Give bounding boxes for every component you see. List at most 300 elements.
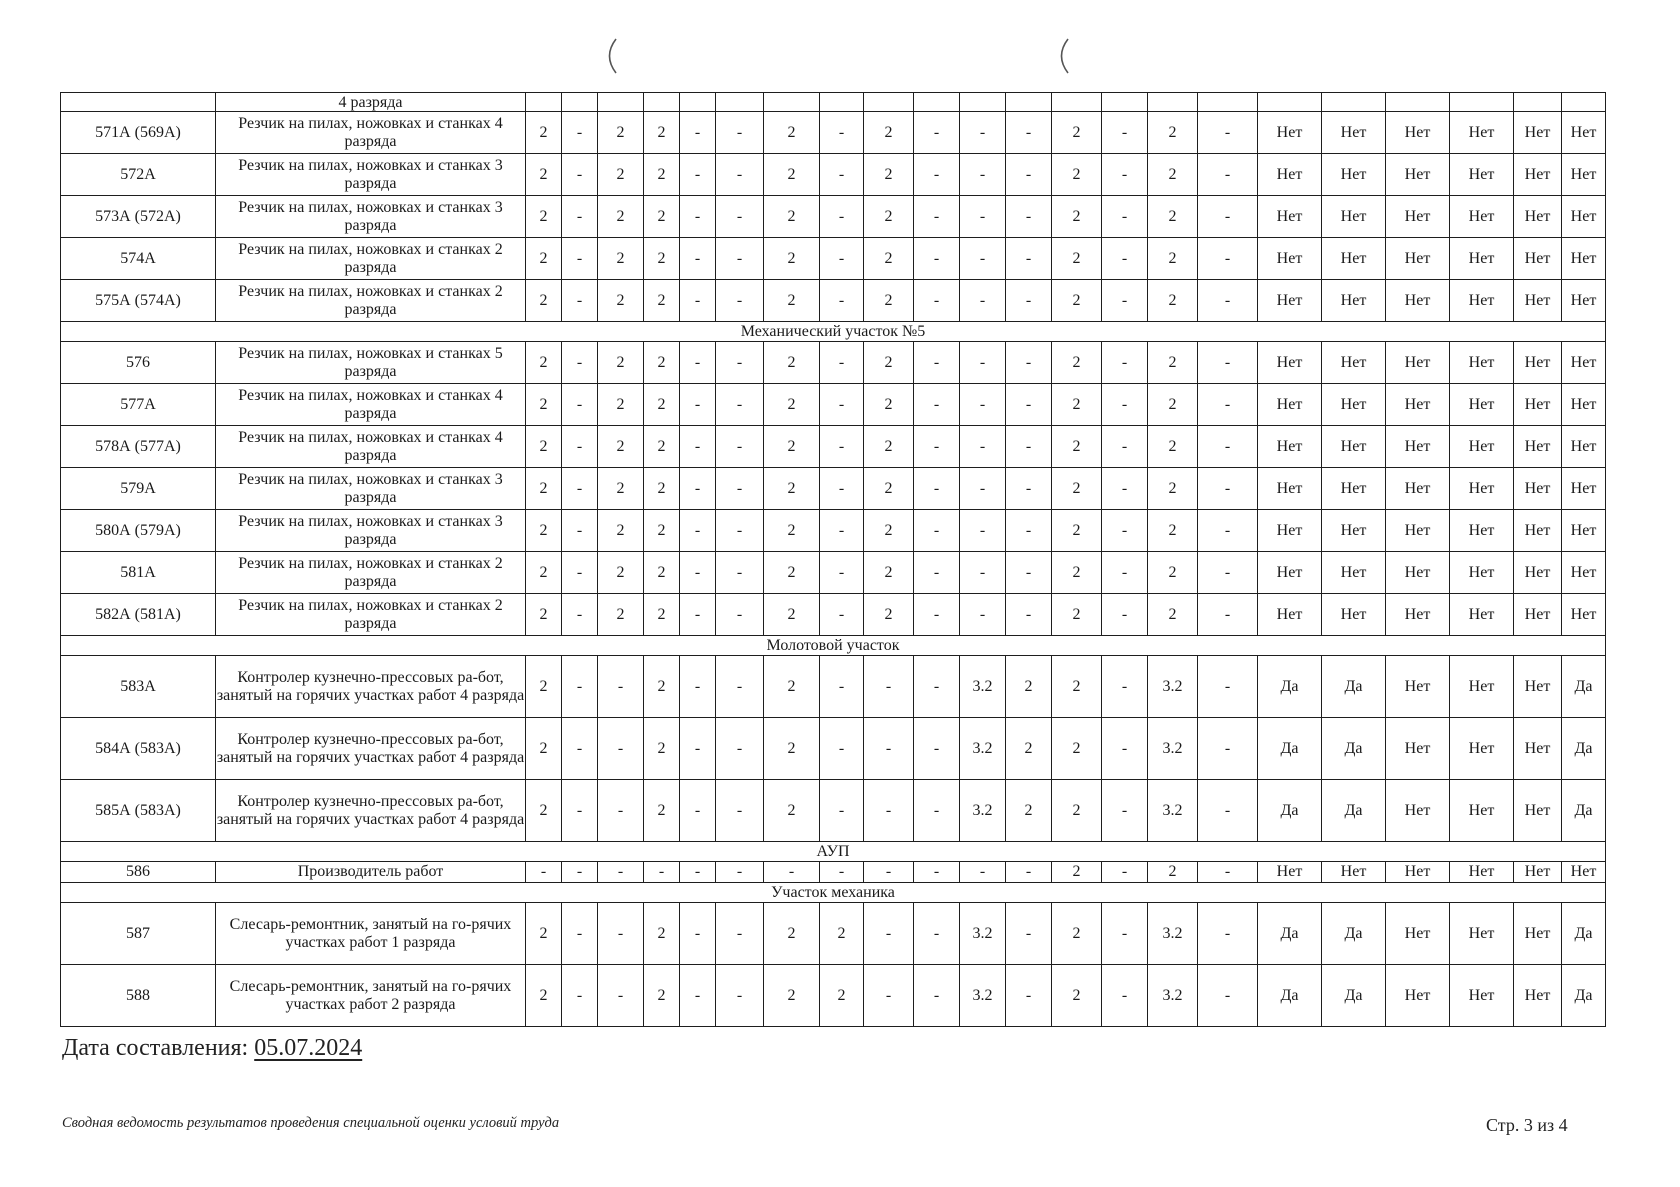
value-cell: Нет [1562,862,1606,883]
value-cell: 2 [864,342,914,384]
value-cell: - [820,510,864,552]
value-cell: - [716,384,764,426]
value-cell: - [562,594,598,636]
value-cell: 2 [1052,196,1102,238]
value-cell: - [820,280,864,322]
value-cell: - [716,112,764,154]
value-cell: - [562,862,598,883]
value-cell: Нет [1450,112,1514,154]
value-cell: Нет [1450,154,1514,196]
position-cell: Слесарь-ремонтник, занятый на го-рячих участках работ 2 разряда [216,965,526,1027]
value-cell: - [1102,196,1148,238]
value-cell: Нет [1562,510,1606,552]
value-cell: - [644,862,680,883]
value-cell: - [1102,656,1148,718]
workplace-number-cell: 583А [61,656,216,718]
value-cell: 2 [644,154,680,196]
value-cell: 2 [1052,280,1102,322]
value-cell [820,93,864,112]
value-cell: 2 [526,656,562,718]
value-cell: Нет [1322,468,1386,510]
value-cell: - [716,965,764,1027]
value-cell: 2 [1148,280,1198,322]
section-row [61,842,1606,862]
value-cell: Нет [1562,426,1606,468]
table-row [61,196,1606,238]
position-cell: Слесарь-ремонтник, занятый на го-рячих участках работ 1 разряда [216,903,526,965]
value-cell: - [562,280,598,322]
value-cell: - [1198,594,1258,636]
value-cell: Нет [1514,426,1562,468]
value-cell: Нет [1258,238,1322,280]
value-cell: Нет [1322,594,1386,636]
value-cell: 2 [820,903,864,965]
value-cell: Нет [1562,342,1606,384]
value-cell: - [1006,965,1052,1027]
value-cell: - [960,342,1006,384]
value-cell: 2 [644,426,680,468]
value-cell: 2 [764,196,820,238]
value-cell [1102,93,1148,112]
value-cell: Нет [1258,112,1322,154]
value-cell: Нет [1450,718,1514,780]
value-cell: - [1198,862,1258,883]
table-row [61,718,1606,780]
value-cell: 2 [764,780,820,842]
value-cell: - [960,154,1006,196]
value-cell: Нет [1386,196,1450,238]
value-cell: Нет [1450,280,1514,322]
value-cell: - [1006,426,1052,468]
value-cell: 2 [598,196,644,238]
value-cell: 2 [644,468,680,510]
value-cell: 2 [1148,112,1198,154]
value-cell: - [914,154,960,196]
value-cell: 2 [864,112,914,154]
value-cell: Нет [1322,552,1386,594]
value-cell: - [1006,862,1052,883]
summary-table [60,92,1606,1027]
value-cell: - [1102,780,1148,842]
value-cell: - [562,426,598,468]
value-cell: - [680,384,716,426]
value-cell: Да [1562,656,1606,718]
value-cell: 2 [598,426,644,468]
value-cell: - [1198,342,1258,384]
value-cell: - [1006,510,1052,552]
value-cell: - [820,468,864,510]
value-cell: - [1198,280,1258,322]
workplace-number-cell: 577А [61,384,216,426]
value-cell: 3.2 [1148,903,1198,965]
value-cell: Да [1258,656,1322,718]
workplace-number-cell: 579А [61,468,216,510]
workplace-number-cell: 585А (583А) [61,780,216,842]
value-cell: 2 [644,718,680,780]
table-row [61,656,1606,718]
value-cell: - [716,862,764,883]
value-cell: Нет [1386,342,1450,384]
value-cell: 3.2 [1148,718,1198,780]
value-cell: Нет [1258,552,1322,594]
value-cell: - [562,468,598,510]
value-cell: - [960,594,1006,636]
value-cell: Нет [1322,112,1386,154]
value-cell: 2 [764,552,820,594]
workplace-number-cell: 571А (569А) [61,112,216,154]
value-cell: - [1198,426,1258,468]
value-cell: 3.2 [960,965,1006,1027]
value-cell: 2 [764,384,820,426]
value-cell: - [1198,238,1258,280]
value-cell: Нет [1514,280,1562,322]
value-cell: - [960,862,1006,883]
position-cell: Производитель работ [216,862,526,883]
value-cell: Да [1322,656,1386,718]
value-cell: - [680,594,716,636]
value-cell: Нет [1514,718,1562,780]
value-cell: - [960,552,1006,594]
value-cell: 2 [644,112,680,154]
value-cell: 2 [864,510,914,552]
value-cell: 2 [526,154,562,196]
position-cell: Контролер кузнечно-прессовых ра-бот, занятый на горячих участках работ 4 разряда [216,780,526,842]
value-cell: - [864,903,914,965]
workplace-number-cell: 580А (579А) [61,510,216,552]
value-cell: - [1006,903,1052,965]
value-cell: - [680,196,716,238]
value-cell [960,93,1006,112]
value-cell: - [1006,238,1052,280]
value-cell: - [1198,510,1258,552]
value-cell: Нет [1386,426,1450,468]
section-title: Молотовой участок [61,636,1606,656]
workplace-number-cell: 573А (572А) [61,196,216,238]
value-cell: - [1102,965,1148,1027]
value-cell: - [562,196,598,238]
position-cell: Резчик на пилах, ножовках и станках 5 разряда [216,342,526,384]
value-cell: - [680,656,716,718]
value-cell: - [716,718,764,780]
value-cell: - [914,196,960,238]
value-cell: 3.2 [1148,965,1198,1027]
table-row-continued [61,93,1606,112]
value-cell: 2 [526,112,562,154]
value-cell [680,93,716,112]
value-cell: 2 [526,238,562,280]
value-cell: 2 [764,426,820,468]
workplace-number-cell: 586 [61,862,216,883]
value-cell: - [1198,718,1258,780]
value-cell: Нет [1386,594,1450,636]
position-cell: Резчик на пилах, ножовках и станках 3 разряда [216,154,526,196]
value-cell: Нет [1322,426,1386,468]
value-cell: 3.2 [1148,780,1198,842]
value-cell: Нет [1258,862,1322,883]
value-cell: Нет [1258,468,1322,510]
value-cell: 2 [764,656,820,718]
value-cell: Нет [1450,862,1514,883]
value-cell: 2 [644,342,680,384]
value-cell: 2 [864,280,914,322]
value-cell: - [1006,196,1052,238]
value-cell: - [716,196,764,238]
position-cell: Резчик на пилах, ножовках и станках 2 разряда [216,238,526,280]
value-cell: 2 [526,965,562,1027]
value-cell: 2 [598,510,644,552]
value-cell: 2 [526,280,562,322]
value-cell: Нет [1322,280,1386,322]
value-cell: - [680,510,716,552]
value-cell: - [1198,903,1258,965]
value-cell [1052,93,1102,112]
value-cell: 2 [598,112,644,154]
value-cell: Да [1562,903,1606,965]
section-row [61,883,1606,903]
value-cell: Нет [1386,280,1450,322]
value-cell: 3.2 [960,780,1006,842]
value-cell: Нет [1258,384,1322,426]
position-cell: Резчик на пилах, ножовках и станках 3 разряда [216,468,526,510]
value-cell: 2 [1052,862,1102,883]
value-cell: 2 [1148,196,1198,238]
value-cell: - [914,510,960,552]
value-cell: - [820,384,864,426]
value-cell [864,93,914,112]
value-cell: Нет [1562,238,1606,280]
value-cell: 2 [1052,154,1102,196]
value-cell: Нет [1514,342,1562,384]
compile-date-value: 05.07.2024 [254,1035,363,1061]
value-cell: - [914,594,960,636]
value-cell: 2 [764,342,820,384]
compile-date [62,1035,362,1062]
value-cell: 2 [644,510,680,552]
value-cell: - [680,780,716,842]
value-cell: - [914,384,960,426]
value-cell: Нет [1562,154,1606,196]
value-cell: - [960,238,1006,280]
value-cell: 2 [1052,468,1102,510]
value-cell: Нет [1322,238,1386,280]
value-cell: 2 [1148,552,1198,594]
value-cell: - [1198,384,1258,426]
value-cell: Нет [1562,468,1606,510]
value-cell: - [914,342,960,384]
workplace-number-cell: 576 [61,342,216,384]
value-cell: - [914,862,960,883]
value-cell: 2 [1148,238,1198,280]
position-cell: Резчик на пилах, ножовках и станках 4 разряда [216,384,526,426]
workplace-number-cell: 581А [61,552,216,594]
value-cell: - [1198,196,1258,238]
value-cell: Да [1322,780,1386,842]
value-cell: - [960,196,1006,238]
value-cell: - [1102,426,1148,468]
value-cell: - [598,780,644,842]
value-cell: 2 [526,552,562,594]
value-cell: - [680,112,716,154]
value-cell: - [716,342,764,384]
value-cell: 3.2 [1148,656,1198,718]
value-cell: - [864,965,914,1027]
value-cell: - [716,903,764,965]
workplace-number-cell: 587 [61,903,216,965]
workplace-number-cell: 588 [61,965,216,1027]
value-cell: Нет [1514,965,1562,1027]
value-cell: - [1198,656,1258,718]
value-cell: 2 [598,280,644,322]
value-cell: Нет [1386,468,1450,510]
value-cell: - [716,594,764,636]
value-cell: - [680,468,716,510]
value-cell: - [562,384,598,426]
value-cell: - [526,862,562,883]
value-cell: Нет [1562,384,1606,426]
value-cell [1198,93,1258,112]
value-cell: Нет [1450,468,1514,510]
value-cell: - [562,238,598,280]
workplace-number-cell: 575А (574А) [61,280,216,322]
value-cell: 2 [1052,718,1102,780]
value-cell: - [864,780,914,842]
table-row [61,468,1606,510]
value-cell: Да [1322,903,1386,965]
value-cell: 2 [1052,342,1102,384]
value-cell: - [562,965,598,1027]
value-cell: - [1006,280,1052,322]
value-cell: - [1006,112,1052,154]
value-cell: Нет [1450,656,1514,718]
value-cell: 2 [764,718,820,780]
value-cell: 2 [764,594,820,636]
value-cell: 2 [1148,862,1198,883]
table-row [61,154,1606,196]
value-cell: - [680,426,716,468]
value-cell: - [1006,468,1052,510]
value-cell: - [960,426,1006,468]
value-cell: Нет [1258,426,1322,468]
value-cell: 2 [598,154,644,196]
value-cell: - [680,280,716,322]
value-cell: - [1102,112,1148,154]
value-cell [1006,93,1052,112]
value-cell: - [716,552,764,594]
table-row [61,965,1606,1027]
table-row [61,510,1606,552]
value-cell: 2 [864,552,914,594]
value-cell: 2 [764,154,820,196]
value-cell: Да [1562,718,1606,780]
value-cell: Нет [1514,384,1562,426]
value-cell: - [1006,342,1052,384]
value-cell [562,93,598,112]
value-cell: - [914,903,960,965]
value-cell: 2 [1052,903,1102,965]
value-cell: 2 [644,780,680,842]
section-title: Участок механика [61,883,1606,903]
value-cell: - [1102,903,1148,965]
value-cell: - [820,426,864,468]
value-cell: - [716,468,764,510]
value-cell [1450,93,1514,112]
value-cell: Нет [1562,594,1606,636]
workplace-number-cell: 572А [61,154,216,196]
code-cell [61,93,216,112]
value-cell: 2 [526,903,562,965]
value-cell: Нет [1514,196,1562,238]
value-cell: - [960,510,1006,552]
table-row [61,426,1606,468]
position-cell: Резчик на пилах, ножовках и станках 4 разряда [216,426,526,468]
value-cell: Нет [1322,154,1386,196]
value-cell: 2 [864,154,914,196]
value-cell: Нет [1514,903,1562,965]
value-cell: - [820,552,864,594]
value-cell: 2 [864,238,914,280]
value-cell [644,93,680,112]
value-cell: - [1198,780,1258,842]
value-cell [1322,93,1386,112]
value-cell: Да [1258,780,1322,842]
value-cell: Нет [1562,112,1606,154]
value-cell: Нет [1386,718,1450,780]
value-cell: Нет [1386,552,1450,594]
value-cell [1562,93,1606,112]
value-cell: Нет [1450,510,1514,552]
value-cell: 2 [864,426,914,468]
value-cell: - [914,552,960,594]
value-cell: 2 [1052,656,1102,718]
value-cell: - [598,656,644,718]
workplace-number-cell: 574А [61,238,216,280]
value-cell: Нет [1386,903,1450,965]
value-cell: 2 [764,510,820,552]
value-cell: - [680,342,716,384]
value-cell: - [562,112,598,154]
value-cell: - [1102,594,1148,636]
punch-hole-mark [600,36,622,76]
value-cell: 2 [526,426,562,468]
position-cell: Резчик на пилах, ножовках и станках 4 разряда [216,112,526,154]
value-cell: - [1102,384,1148,426]
value-cell: - [820,238,864,280]
value-cell: Нет [1386,238,1450,280]
value-cell: Нет [1322,510,1386,552]
value-cell: 2 [1052,112,1102,154]
value-cell: - [914,965,960,1027]
value-cell: Нет [1450,780,1514,842]
value-cell: - [1102,552,1148,594]
value-cell: - [820,594,864,636]
value-cell: - [680,862,716,883]
value-cell [914,93,960,112]
section-title: Механический участок №5 [61,322,1606,342]
value-cell: Нет [1258,280,1322,322]
value-cell: Да [1258,903,1322,965]
value-cell: - [1006,552,1052,594]
value-cell: 2 [1148,342,1198,384]
value-cell: - [1102,154,1148,196]
value-cell: - [1198,468,1258,510]
table-row [61,280,1606,322]
value-cell: 2 [1148,468,1198,510]
value-cell [526,93,562,112]
value-cell: Нет [1450,552,1514,594]
value-cell: Нет [1258,154,1322,196]
value-cell: Нет [1514,112,1562,154]
section-row [61,636,1606,656]
